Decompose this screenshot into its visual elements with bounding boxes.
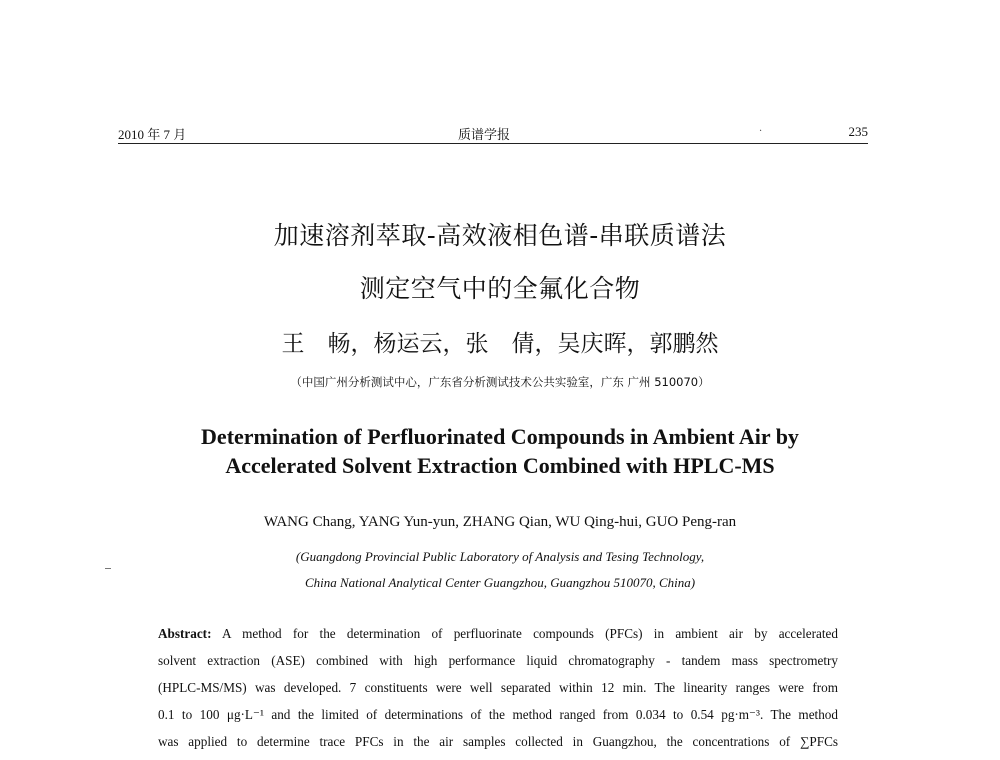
english-affiliation-line-2: China National Analytical Center Guangzhou, Guangzhou 510070, China) [304, 575, 696, 590]
chinese-title-line-2: 测定空气中的全氟化合物 [359, 274, 641, 303]
abstract-line-1 [158, 620, 838, 647]
abstract-line-5: was applied to determine trace PFCs in the air samples collected in Guangzhou, the concentrations of ∑PFCs [158, 734, 838, 749]
header-journal-name: 质谱学报 [458, 127, 511, 142]
abstract-line-2: solvent extraction (ASE) combined with high performance liquid chromatography - tandem mass spectrometry [158, 653, 838, 668]
chinese-title-line-1: 加速溶剂萃取-高效液相色谱-串联质谱法 [273, 221, 727, 250]
abstract-line-4: 0.1 to 100 μg·L⁻¹ and the limited of determinations of the method ranged from 0.034 to 0.54 pg·m⁻³. The method [158, 707, 838, 722]
abstract-label: Abstract: [158, 626, 212, 641]
running-header [118, 124, 868, 142]
abstract-line-3: (HPLC-MS/MS) was developed. 7 constituents were well separated within 12 min. The linearity ranges were from [158, 680, 838, 695]
header-rule [118, 143, 868, 144]
chinese-authors: 王 畅，杨运云，张 倩，吴庆晖，郭鹏然 [281, 331, 719, 357]
english-title-line-2: Accelerated Solvent Extraction Combined with HPLC-MS [225, 453, 775, 478]
english-authors: WANG Chang, YANG Yun-yun, ZHANG Qian, WU Qing-hui, GUO Peng-ran [263, 514, 737, 530]
abstract [158, 620, 838, 755]
english-title-line-1: Determination of Perfluorinated Compounds in Ambient Air by [201, 424, 799, 449]
abstract-text-1: A method for the determination of perfluorinate compounds (PFCs) in ambient air by accelerated [222, 626, 838, 641]
header-page-number: 235 [848, 124, 868, 139]
margin-mark [105, 568, 111, 569]
english-affiliation-line-1: (Guangdong Provincial Public Laboratory of Analysis and Tesing Technology, [295, 549, 705, 564]
header-speck: · [759, 126, 763, 137]
header-date: 2010 年 7 月 [118, 127, 187, 142]
chinese-affiliation: （中国广州分析测试中心，广东省分析测试技术公共实验室，广东 广州 510070） [290, 375, 710, 389]
